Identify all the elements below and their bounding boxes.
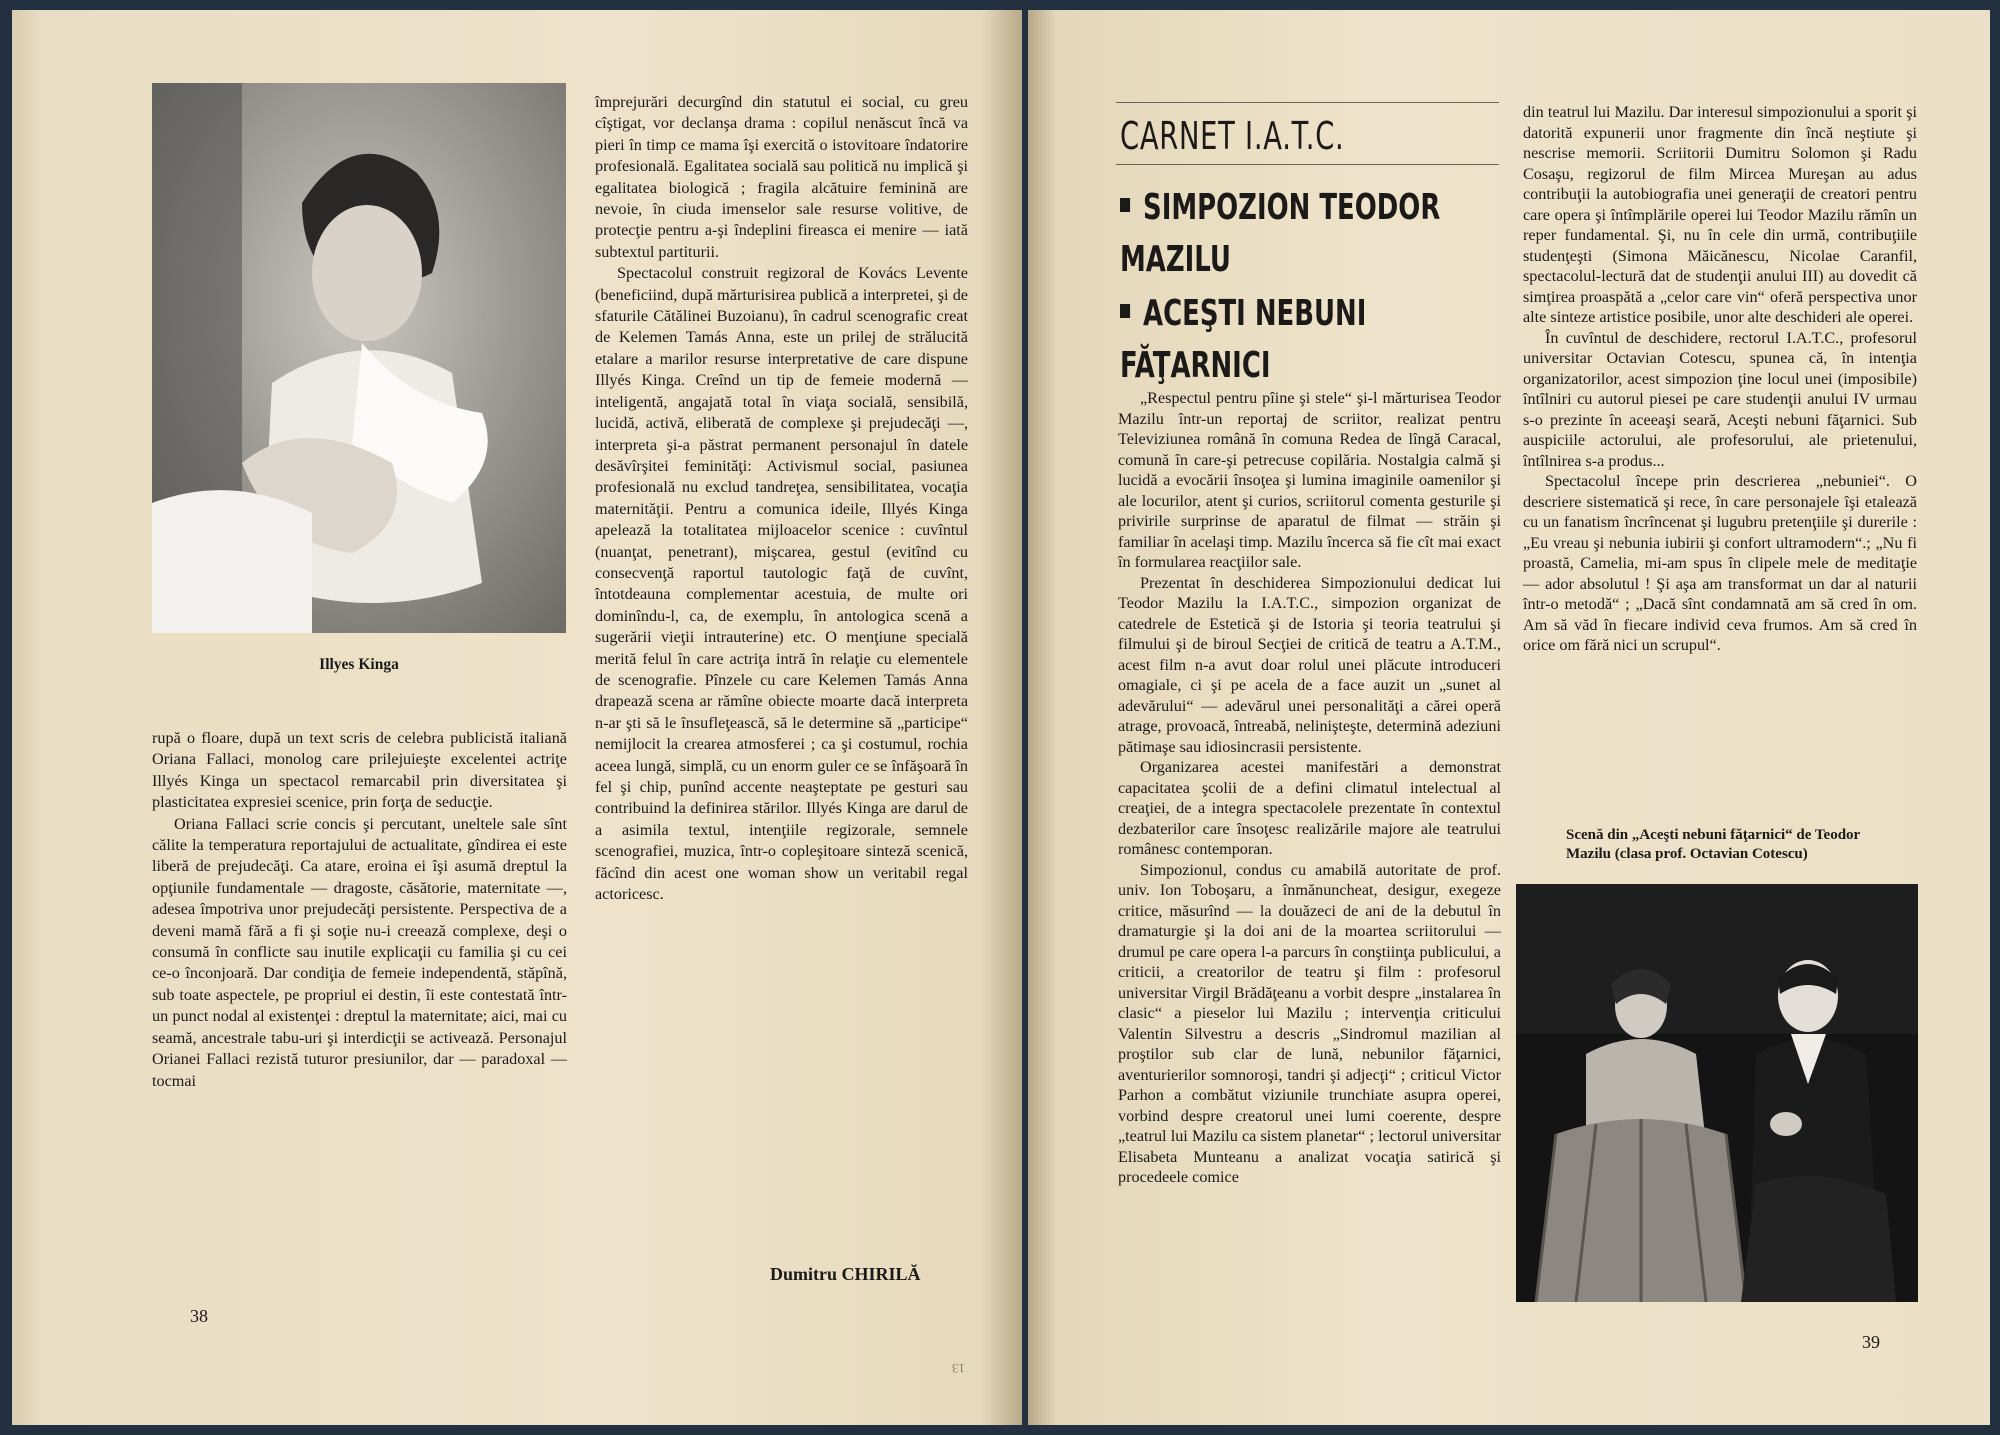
paragraph: Simpozionul, condus cu amabilă autoritate de prof. univ. Ion Toboşaru, a înmănuncheat, desigur, exegeze critice, măsurînd — la douăzeci de ani de la debutul în dramaturgie şi la doi ani de la moartea scriitorului — drumul pe care opera l-a parcurs în conştiinţa publicului, a criticii, a creatorilor de teatru şi film : profesorul universitar Virgil Brădăţeanu a vorbit despre „instalarea în clasic“ a pieselor lui Mazilu ; intervenţia criticului Valentin Silvestru a descris „Sindromul mazilian al proştilor sub clar de lună, nebunilor făţarnici, aventurierilor somnoroşi, tandri şi adjecţi“ ; criticul Victor Parhon a combătut viziunile trunchiate asupra operei, vorbind despre creatorul unei lumi coerente, despre „teatrul lui Mazilu ca sistem planetar“ ; lectorul universitar Elisabeta Munteanu a analizat vocaţia satirică şi procedeele comice <box>1118 860 1501 1186</box>
headline-simpozion <box>1120 182 1523 286</box>
headline-nebuni <box>1120 288 1523 392</box>
section-rubric: CARNET I.A.T.C. <box>1120 114 1345 158</box>
paragraph: Spectacolul începe prin descrierea „nebuniei“. O descriere sistematică şi rece, în care personajele îşi etalează cu un fanatism încrîncenat şi lugubru pretenţiile şi durerile : „Eu vreau şi nebunia iubirii şi confort ultramodern“.; „Nu fi proastă, Camelia, mi-am spus în clipele mele de meditaţie — ador absolutul ! Şi aşa am transformat un dar al naturii într-o metodă“ ; „Dacă sînt condamnată am să cred în om. Am să văd în fiecare individ ceva frumos. Am să cred în orice om fără nici un scrupul“. <box>1523 472 1917 654</box>
right-page-column-1 <box>1118 388 1501 1188</box>
page-number-left: 38 <box>190 1306 208 1326</box>
rubric-rule <box>1116 164 1499 165</box>
stage-photo-image <box>1516 884 1918 1302</box>
portrait-photo-image <box>152 83 566 633</box>
right-page-column-2 <box>1523 102 1917 656</box>
left-page <box>12 10 1022 1425</box>
stage-photo-caption: Scenă din „Aceşti nebuni făţarnici“ de Teodor Mazilu (clasa prof. Octavian Cotescu) <box>1566 827 1860 862</box>
top-rule <box>1116 102 1499 103</box>
square-bullet-icon <box>1120 304 1130 318</box>
left-page-column-2 <box>595 92 968 905</box>
portrait-photo-illyes-kinga <box>152 83 566 633</box>
paragraph: Prezentat în deschiderea Simpozionului dedicat lui Teodor Mazilu la I.A.T.C., simpozion organizat de catedrele de Estetică şi de Istoria şi teoria teatrului şi filmului şi de biroul Secţiei de critică de teatru a A.T.M., acest film n-a avut doar rolul unei plăcute introduceri omagiale, ci şi pe acela de a face auzit un „sunet al adevărului“ — adevărul unei personalităţi a cărei operă atrage, provoacă, întreabă, nelinişteşte, determină adeziuni pătimaşe sau idiosincrasii persistente. <box>1118 573 1501 756</box>
paragraph: „Respectul pentru pîine şi stele“ şi-l mărturisea Teodor Mazilu într-un reportaj de scriitor, realizat pentru Televiziunea română în comuna Redea de lîngă Caracal, comună în care-şi petrecuse copilăria. Nostalgia calmă şi lucidă a evocării însoţea şi lumina imaginile oamenilor şi ale locurilor, atent şi curios, scriitorul comenta gesturile şi privirile surprinse de aparatul de filmat — străin şi familiar în acelaşi timp. Mazilu încerca să fie cît mai exact în formularea reacţiilor sale. <box>1118 389 1501 571</box>
paragraph: împrejurări decurgînd din statutul ei social, cu greu cîştigat, vor declanşa drama : copilul nenăscut încă va pieri în timp ce mama îşi exercită o istovitoare îndatorire profesională. Egalitatea socială sau politică nu implică şi egalitatea biologică ; fragila alcătuire feminină are nevoie, în ciuda imenselor sale resurse volitive, de protecţie pentru a-şi îndeplini fireasca ei menire — iată subtextul partiturii. <box>595 93 968 261</box>
paragraph: rupă o floare, după un text scris de celebra publicistă italiană Oriana Fallaci, monolog care prilejuieşte excelentei actriţe Illyés Kinga un spectacol remarcabil prin diversitatea şi plasticitatea expresiei scenice, prin forţa de seducţie. <box>152 729 567 812</box>
headline-simpozion-text: SIMPOZION TEODOR MAZILU <box>1120 187 1441 280</box>
page-number-right: 39 <box>1862 1332 1880 1352</box>
paragraph: Oriana Fallaci scrie concis şi percutant, uneltele sale sînt călite la temperatura reportajului de actualitate, gîndirea ei este liberă de prejudecăţi. Ca atare, eroina ei îşi asumă dreptul la opţiunile fundamentale — dragoste, căsătorie, maternitate —, adesea împotriva unor prejudecăţi persistente. Perspectiva de a deveni mamă fără a fi şi soţie nu-i creează complexe, deşi o consumă în conflicte sau inutile explicaţii cu familia şi cu cei ce-o înconjoară. Dar condiţia de femeie independentă, stăpînă, sub toate aspectele, pe propriul ei destin, îi este contestată într-un punct nodal al existenţei : dreptul la maternitate; aici, mai cu seamă, ancestrale tabu-uri şi interdicţii se activează. Personajul Orianei Fallaci rezistă tuturor presiunilor, dar — paradoxal — tocmai <box>152 814 567 1090</box>
bleed-through-page-number: 13 <box>952 1361 965 1376</box>
paragraph: În cuvîntul de deschidere, rectorul I.A.T.C., profesorul universitar Octavian Cotescu, spunea că, în intenţia organizatorilor, acest simpozion ţine locul unei (imposibile) întîlniri cu autorul piesei pe care studenţii anului IV urmau s-o prezinte în aceeaşi seară, Aceşti nebuni făţarnici. Sub auspiciile actorului, ale profesorului, ale prietenului, întîlnirea s-a produs... <box>1523 328 1917 470</box>
square-bullet-icon <box>1120 198 1130 212</box>
headline-nebuni-text: ACEŞTI NEBUNI FĂŢARNICI <box>1120 293 1367 386</box>
paragraph: Organizarea acestei manifestări a demonstrat capacitatea şcolii de a defini climatul intelectual al creaţiei, de a integra spectacolele prezentate în contextul dezbaterilor care însoţesc realizările majore ale teatrului românesc contemporan. <box>1118 758 1501 858</box>
paragraph: din teatrul lui Mazilu. Dar interesul simpozionului a sporit şi datorită expunerii unor fragmente din încă neştiute şi nescrise memorii. Scriitorii Dumitru Solomon şi Radu Cosaşu, regizorul de film Mircea Mureşan au adus contribuţii la autobiografia unei generaţii de creatori pentru care opera şi întîmplările operei lui Teodor Mazilu rămîn un reper fundamental. Şi, nu în cele din urmă, contribuţiile studenţeşti (Simona Măicănescu, Nicolae Caranfil, spectacolul-lectură dat de studenţii anului III) au dovedit că simţirea proaspătă a „celor care vin“ oferă perspectiva unor alte sinteze artistice posibile, unor alte deschideri ale operei. <box>1523 103 1917 326</box>
right-page <box>1028 10 1990 1425</box>
left-page-column-1 <box>152 728 567 1092</box>
stage-photo <box>1516 884 1918 1302</box>
author-signature: Dumitru CHIRILĂ <box>770 1264 921 1284</box>
paragraph: Spectacolul construit regizoral de Kovács Levente (beneficiind, după mărturisirea publică a interpretei, şi de sfaturile Cătălinei Buzoianu), în cadrul scenografic creat de Kelemen Tamás Anna, este un prilej de strălucită etalare a marilor resurse interpretative de care dispune Illyés Kinga. Creînd un tip de femeie modernă — inteligentă, angajată total în viaţa socială, sensibilă, lucidă, activă, eliberată de complexe şi prejudecăţi —, interpreta şi-a păstrat permanent personajul în datele desăvîrşitei feminităţi: Activismul social, pasiunea profesională nu exclud tandreţea, sensibilitatea, vocaţia maternităţii. Pentru a comunica ideile, Illyés Kinga apelează la totalitatea mijloacelor scenice : cuvîntul (nuanţat, penetrant), mişcarea, gestul (evitînd cu consecvenţă raportul tautologic faţă de cuvînt, întotdeauna complementar acestuia, de multe ori dominîndu-l, ca, de exemplu, în antologica scenă a sugerării vieţii intrauterine) etc. O menţiune specială merită felul în care actriţa intră în relaţie cu elementele de scenografie. Pînzele cu care Kelemen Tamás Anna drapează scena ar rămîne obiecte moarte dacă interpreta n-ar şti să le însufleţească, să le determine să „participe“ nemijlocit la crearea atmosferei ; ca şi costumul, rochia aceea lungă, simplă, cu un enorm guler ce se înfăşoară în fel şi chip, punînd accente neaşteptate pe gesturi sau contribuind la definirea stărilor. Illyés Kinga are darul de a asimila textul, intenţiile regizorale, semnele scenografiei, muzica, într-o copleşitoare sinteză scenică, făcînd din acest one woman show un veritabil regal actoricesc. <box>595 264 968 904</box>
portrait-caption: Illyes Kinga <box>319 656 399 673</box>
